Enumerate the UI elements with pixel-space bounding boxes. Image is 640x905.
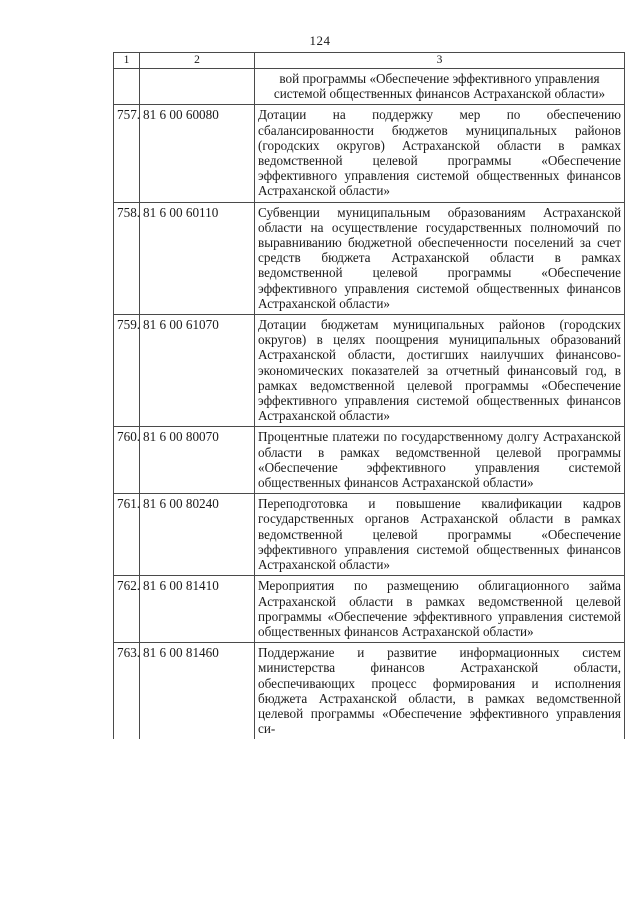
- row-code: 81 6 00 60080: [140, 105, 255, 202]
- row-description: Субвенции муниципальным образованиям Астраханской области на осуществление государственных полномочий по выравниванию бюджетной обеспеченности поселений за счет средств бюджета Астраханской области в рамках ведомственной целевой программы «Обеспечение эффективного управления системой общественных финансов Астраханской области»: [255, 202, 625, 314]
- table-header-row: [114, 53, 625, 69]
- table-row: [114, 315, 625, 427]
- row-code-cell: [140, 69, 255, 105]
- row-number: 762.: [114, 576, 140, 643]
- row-code: 81 6 00 81410: [140, 576, 255, 643]
- row-code: 81 6 00 81460: [140, 643, 255, 740]
- continuation-row: [114, 69, 625, 105]
- row-description: Поддержание и развитие информационных систем министерства финансов Астраханской области, обеспечивающих процесс формирования и исполнения бюджета Астраханской области, в рамках ведомственной целевой программы «Обеспечение эффективного управления си-: [255, 643, 625, 740]
- row-description: Дотации на поддержку мер по обеспечению сбалансированности бюджетов муниципальных районов (городских округов) Астраханской области в рамках ведомственной целевой программы «Обеспечение эффективного управления системой общественных финансов Астраханской области»: [255, 105, 625, 202]
- table-row: [114, 202, 625, 314]
- row-number: 760.: [114, 427, 140, 494]
- row-number: 761.: [114, 494, 140, 576]
- row-description: Дотации бюджетам муниципальных районов (городских округов) в целях поощрения муниципальных образований Астраханской области, достигших наилучших финансово-экономических показателей за отчетный финансовый год, в рамках ведомственной целевой программы «Обеспечение эффективного управления системой общественных финансов Астраханской области»: [255, 315, 625, 427]
- table-row: [114, 427, 625, 494]
- row-number-cell: [114, 69, 140, 105]
- row-description: Переподготовка и повышение квалификации кадров государственных органов Астраханской области в рамках ведомственной целевой программы «Обеспечение эффективного управления системой общественных финансов Астраханской области»: [255, 494, 625, 576]
- row-number: 758.: [114, 202, 140, 314]
- column-header-code: 2: [140, 53, 255, 69]
- row-description: Процентные платежи по государственному долгу Астраханской области в рамках ведомственной целевой программы «Обеспечение эффективного управления системой общественных финансов Астраханской области»: [255, 427, 625, 494]
- row-number: 757.: [114, 105, 140, 202]
- continuation-text: вой программы «Обеспечение эффективного управления системой общественных финансов Астраханской области»: [255, 69, 625, 105]
- column-header-description: 3: [255, 53, 625, 69]
- table-row: [114, 643, 625, 740]
- row-number: 763.: [114, 643, 140, 740]
- table-row: [114, 576, 625, 643]
- row-code: 81 6 00 60110: [140, 202, 255, 314]
- row-code: 81 6 00 80240: [140, 494, 255, 576]
- page-number: 124: [309, 33, 331, 48]
- table-row: [114, 494, 625, 576]
- row-code: 81 6 00 80070: [140, 427, 255, 494]
- column-header-number: 1: [114, 53, 140, 69]
- table-row: [114, 105, 625, 202]
- row-number: 759.: [114, 315, 140, 427]
- row-code: 81 6 00 61070: [140, 315, 255, 427]
- row-description: Мероприятия по размещению облигационного займа Астраханской области в рамках ведомственной целевой программы «Обеспечение эффективного управления системой общественных финансов Астраханской области»: [255, 576, 625, 643]
- budget-codes-table: [113, 52, 625, 739]
